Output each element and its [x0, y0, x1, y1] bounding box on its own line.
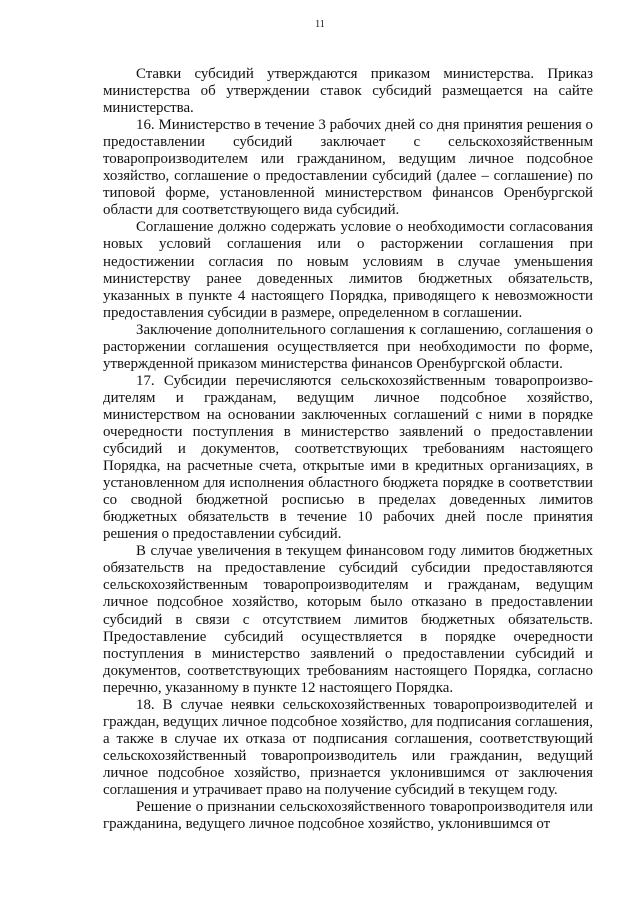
paragraph-item-17: 17. Субсидии перечисляются сельскохозяйственным товаропроизводителям и гражданам, ведущим личное подсобное хозяйство, министерством на основании заключенных соглашений с ними в порядке очередности поступления в министерство заявлений о предоставлении субсидий и документов, соответствующих требованиям настоящего Порядка, на расчетные счета, открытые ими в кредитных организациях, в установленном для исполнения областного бюджета порядке в соответствии со сводной бюджетной росписью в пределах доведенных лимитов бюджетных обязательств в течение 10 рабочих дней после принятия решения о предоставлении субсидий.	[103, 372, 593, 543]
paragraph-item-18: 18. В случае неявки сельскохозяйственных товаропроизводителей и граждан, ведущих личное подсобное хозяйство, для подписания соглашения, а также в случае их отказа от подписания соглашения, соответствующий сельскохозяйственный товаропроизводитель или гражданин, ведущий личное подсобное хозяйство, признается уклонившимся от заключения соглашения и утрачивает право на получение субсидий в текущем году.	[103, 696, 593, 798]
paragraph-subsidy-rates: Ставки субсидий утверждаются приказом министерства. Приказ министерства об утверждении ставок субсидий размещается на сайте министерства.	[103, 66, 593, 117]
document-body	[103, 66, 593, 833]
paragraph-evasion-decision: Решение о признании сельскохозяйственного товаропроизводителя или гражданина, ведущего личное подсобное хозяйство, уклонившимся от	[103, 799, 593, 833]
paragraph-agreement-conditions: Соглашение должно содержать условие о необходимости согласования новых условий соглашения или о расторжении соглашения при недостижении согласия по новым условиям в случае уменьшения министерству ранее доведенных лимитов бюджетных обязательств, указанных в пункте 4 настоящего Порядка, приводящего к невозможности предоставления субсидии в размере, определенном в соглашении.	[103, 219, 593, 321]
page-number: 11	[315, 19, 325, 30]
paragraph-item-16: 16. Министерство в течение 3 рабочих дней со дня принятия решения о предоставлении субсидий заключает с сельскохозяйственным товаропроизводителем или гражданином, ведущим личное подсобное хозяйство, соглашение о предоставлении субсидий (далее – соглашение) по типовой форме, установленной министерством финансов Оренбургской области для соответствующего вида субсидий.	[103, 117, 593, 219]
paragraph-limit-increase: В случае увеличения в текущем финансовом году лимитов бюджетных обязательств на предоставление субсидий субсидии предоставляются сельскохозяйственным товаропроизводителям и гражданам, ведущим личное подсобное хозяйство, которым было отказано в предоставлении субсидий в связи с отсутствием лимитов бюджетных обязательств. Предоставление субсидий осуществляется в порядке очередности поступления в министерство заявлений о предоставлении субсидий и документов, соответствующих требованиям настоящего Порядка, согласно перечню, указанному в пункте 12 настоящего Порядка.	[103, 543, 593, 696]
paragraph-additional-agreement: Заключение дополнительного соглашения к соглашению, соглашения о расторжении соглашения осуществляется при необходимости по форме, утвержденной приказом министерства финансов Оренбургской области.	[103, 321, 593, 372]
